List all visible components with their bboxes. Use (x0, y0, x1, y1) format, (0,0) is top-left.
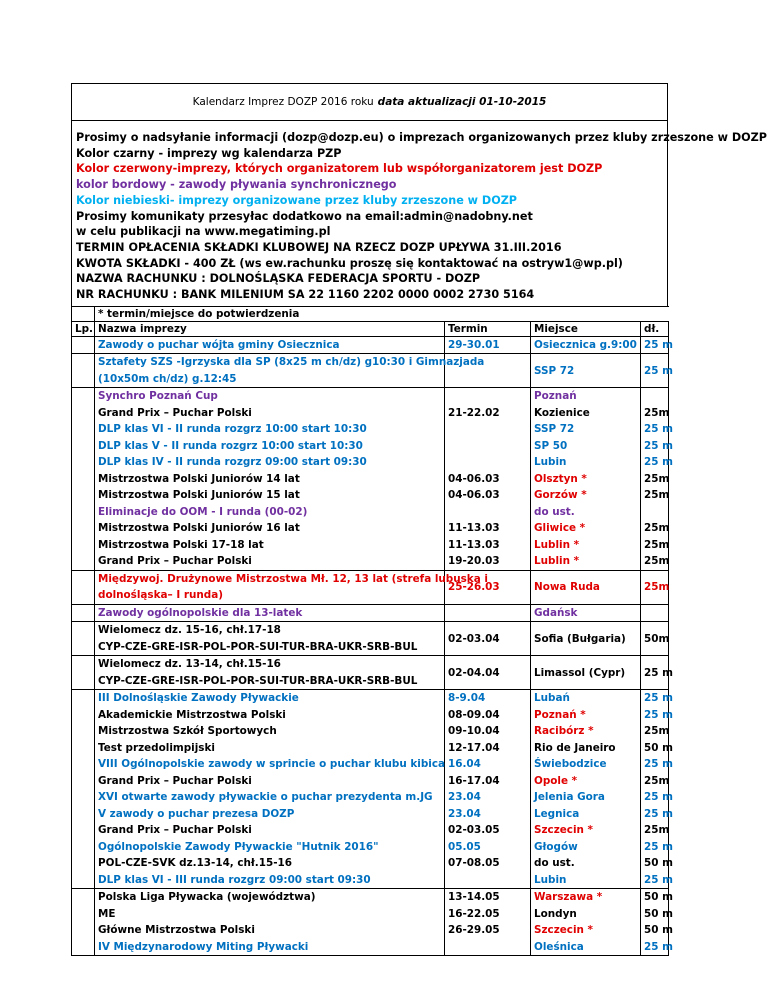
event-term: 12-17.04 (448, 741, 500, 754)
event-place: Limassol (Cypr) (534, 666, 626, 679)
length-cell (641, 889, 673, 956)
events-table (71, 306, 673, 957)
lp-cell (72, 889, 95, 956)
info-line: KWOTA SKŁADKI - 400 ZŁ (ws ew.rachunku proszę się kontaktować na ostryw1@wp.pl) (76, 256, 623, 270)
event-term: 23.04 (448, 791, 481, 804)
term-cell (445, 604, 531, 622)
event-name: Międzywoj. Drużynowe Mistrzostwa Mł. 12, 13 lat (strefa lubuska i (98, 572, 488, 585)
event-term: 02-04.04 (448, 666, 500, 679)
pool-length: 25 m (644, 807, 673, 820)
event-term (448, 438, 527, 455)
event-name: CYP-CZE-GRE-ISR-POL-POR-SUI-TUR-BRA-UKR-SRB-BUL (98, 640, 418, 653)
event-name: Mistrzostwa Polski 17-18 lat (98, 538, 264, 551)
event-term: 8-9.04 (448, 692, 486, 705)
event-name: Akademickie Mistrzostwa Polski (98, 708, 286, 721)
event-term: 04-06.03 (448, 489, 500, 502)
event-term: 11-13.03 (448, 538, 500, 551)
event-place: Osiecznica g.9:00 (534, 338, 637, 351)
info-line: TERMIN OPŁACENIA SKŁADKI KLUBOWEJ NA RZECZ DOZP UPŁYWA 31.III.2016 (76, 240, 562, 254)
info-line: Kolor czarny - imprezy wg kalendarza PZP (76, 146, 342, 160)
event-term (448, 504, 527, 521)
pool-length: 25m (644, 555, 670, 568)
event-term (448, 421, 527, 438)
length-cell (641, 690, 673, 889)
event-term: 08-09.04 (448, 708, 500, 721)
event-name: Główne Mistrzostwa Polski (98, 924, 255, 937)
length-cell (641, 570, 669, 604)
pool-length: 50m (644, 632, 670, 645)
pool-length: 50 m (644, 924, 673, 937)
pool-length: 25m (644, 725, 670, 738)
event-place: Lublin * (534, 555, 580, 568)
pool-length: 25 m (644, 423, 673, 436)
event-group-row (72, 388, 669, 571)
lp-header: Lp. (72, 321, 95, 336)
lp-cell (72, 690, 95, 889)
pool-length (644, 388, 665, 405)
event-place: Kozienice (534, 406, 590, 419)
length-cell (641, 622, 669, 656)
event-group-row (72, 889, 669, 956)
event-place: Legnica (534, 807, 580, 820)
sheet-title: Kalendarz Imprez DOZP 2016 roku (192, 96, 374, 108)
event-group-row (72, 604, 669, 622)
event-name-cell (95, 889, 445, 956)
lp-cell (72, 354, 95, 388)
event-term: 04-06.03 (448, 472, 500, 485)
info-line: Prosimy o nadsyłanie informacji (dozp@dozp.eu) o imprezach organizowanych przez kluby zrzeszone w DOZP (76, 131, 767, 144)
pool-length: 25m (644, 472, 670, 485)
term-cell (445, 656, 531, 690)
info-line: NR RACHUNKU : BANK MILENIUM SA 22 1160 2202 0000 0002 2730 5164 (76, 288, 535, 302)
event-name: Wielomecz dz. 15-16, chł.17-18 (98, 624, 281, 637)
event-name: Mistrzostwa Polski Juniorów 16 lat (98, 522, 300, 535)
event-place: Sofia (Bułgaria) (534, 632, 626, 645)
sheet-header (71, 83, 668, 121)
event-name: POL-CZE-SVK dz.13-14, chł.15-16 (98, 857, 292, 870)
lp-cell (72, 306, 95, 321)
event-term: 09-10.04 (448, 725, 500, 738)
event-name: Mistrzostwa Polski Juniorów 15 lat (98, 489, 300, 502)
event-name: CYP-CZE-GRE-ISR-POL-POR-SUI-TUR-BRA-UKR-SRB-BUL (98, 674, 418, 687)
pool-length: 25 m (644, 439, 673, 452)
event-term: 16-17.04 (448, 774, 500, 787)
event-term (448, 454, 527, 471)
term-cell (445, 336, 531, 354)
place-cell (531, 354, 641, 388)
term-cell (445, 622, 531, 656)
place-cell (531, 388, 641, 571)
event-name-cell (95, 690, 445, 889)
event-place: Gdańsk (534, 606, 578, 619)
event-place: Głogów (534, 840, 578, 853)
pool-length: 25m (644, 774, 670, 787)
info-line: w celu publikacji na www.megatiming.pl (76, 225, 331, 239)
event-name: Sztafety SZS -Igrzyska dla SP (8x25 m ch/dz) g10:30 i Gimnazjada (98, 356, 485, 369)
event-place: Gliwice * (534, 522, 586, 535)
lp-cell (72, 656, 95, 690)
event-name: DLP klas VI - II runda rozgrz 10:00 start 10:30 (98, 423, 367, 436)
info-line: kolor bordowy - zawody pływania synchronicznego (76, 178, 397, 192)
pool-length: 50 m (644, 741, 673, 754)
place-cell (531, 656, 641, 690)
event-name: ME (98, 907, 116, 920)
event-term: 13-14.05 (448, 891, 500, 904)
event-name: Zawody ogólnopolskie dla 13-latek (98, 606, 303, 619)
note-row (72, 306, 669, 321)
event-name: Zawody o puchar wójta gminy Osiecznica (98, 338, 340, 351)
event-name: Test przedolimpijski (98, 741, 215, 754)
event-place: SSP 72 (534, 423, 575, 436)
event-name: Grand Prix – Puchar Polski (98, 774, 252, 787)
event-term: 16.04 (448, 758, 481, 771)
event-name-cell (95, 622, 445, 656)
event-group-row (72, 622, 669, 656)
event-name: Synchro Poznań Cup (98, 390, 218, 403)
event-name: XVI otwarte zawody pływackie o puchar prezydenta m.JG (98, 791, 433, 804)
pool-length: 25 m (644, 666, 673, 679)
event-place: Jelenia Gora (534, 791, 605, 804)
pool-length: 25 m (644, 692, 673, 705)
event-name: DLP klas V - II runda rozgrz 10:00 start 10:30 (98, 439, 363, 452)
event-term: 19-20.03 (448, 555, 500, 568)
event-name: DLP klas VI - III runda rozgrz 09:00 start 09:30 (98, 873, 371, 886)
event-term: 07-08.05 (448, 857, 500, 870)
event-term (448, 939, 527, 956)
event-name-cell (95, 354, 485, 388)
pool-length: 25 m (644, 840, 673, 853)
event-term: 02-03.05 (448, 824, 500, 837)
event-term: 02-03.04 (448, 632, 500, 645)
event-term (448, 872, 527, 889)
lp-cell (72, 388, 95, 571)
note-cell: * termin/miejsce do potwierdzenia (95, 306, 669, 321)
pool-length: 50 m (644, 907, 673, 920)
length-cell (641, 604, 669, 622)
event-place: Lubin (534, 873, 567, 886)
place-cell (531, 690, 641, 889)
event-term: 25-26.03 (448, 581, 500, 594)
event-group-row (72, 354, 669, 388)
event-place: SP 50 (534, 439, 568, 452)
event-group-row (72, 336, 669, 354)
length-header: dł. (641, 321, 669, 336)
pool-length: 25 m (644, 940, 673, 953)
info-line: Kolor czerwony-imprezy, których organizatorem lub współorganizatorem jest DOZP (76, 162, 603, 176)
info-block (71, 121, 767, 306)
event-name: (10x50m ch/dz) g.12:45 (98, 372, 237, 385)
pool-length: 25m (644, 522, 670, 535)
event-place: Świebodzice (534, 758, 607, 771)
event-name: Eliminacje do OOM - I runda (00-02) (98, 505, 308, 518)
info-line: NAZWA RACHUNKU : DOLNOŚLĄSKA FEDERACJA SPORTU - DOZP (76, 272, 481, 286)
place-cell (531, 889, 641, 956)
event-place: SSP 72 (534, 364, 575, 377)
pool-length: 25m (644, 538, 670, 551)
event-name: IV Międzynarodowy Miting Pływacki (98, 940, 309, 953)
event-place: Szczecin * (534, 824, 593, 837)
event-place: Olsztyn * (534, 472, 587, 485)
place-cell (531, 604, 641, 622)
event-place: Racibórz * (534, 725, 594, 738)
pool-length: 25 m (644, 873, 673, 886)
lp-cell (72, 604, 95, 622)
event-place: Lublin * (534, 538, 580, 551)
event-term: 21-22.02 (448, 406, 500, 419)
event-name: III Dolnośląskie Zawody Pływackie (98, 692, 299, 705)
pool-length: 25 m (644, 364, 673, 377)
event-term: 29-30.01 (448, 338, 500, 351)
length-cell (641, 656, 673, 690)
event-term (448, 388, 527, 405)
event-name-cell (95, 388, 445, 571)
event-name: VIII Ogólnopolskie zawody w sprincie o puchar klubu kibica (98, 758, 446, 771)
event-place: Lubin (534, 456, 567, 469)
event-term: 23.04 (448, 807, 481, 820)
event-place: do ust. (534, 505, 575, 518)
event-place: Gorzów * (534, 489, 587, 502)
event-name: Polska Liga Pływacka (województwa) (98, 891, 316, 904)
event-group-row (72, 690, 669, 889)
event-group-row (72, 656, 669, 690)
event-name: V zawody o puchar prezesa DOZP (98, 807, 295, 820)
calendar-sheet (71, 83, 767, 956)
info-line: Prosimy komunikaty przesyłac dodatkowo na email:admin@nadobny.net (76, 209, 533, 223)
pool-length: 25m (644, 489, 670, 502)
length-cell (641, 336, 673, 354)
pool-length: 25 m (644, 791, 673, 804)
place-cell (531, 570, 641, 604)
lp-cell (72, 336, 95, 354)
event-name: DLP klas IV - II runda rozgrz 09:00 start 09:30 (98, 456, 367, 469)
event-name: dolnośląska– I runda) (98, 589, 223, 602)
event-place: Lubań (534, 692, 570, 705)
event-name-cell (95, 604, 445, 622)
event-name: Grand Prix – Puchar Polski (98, 555, 252, 568)
pool-length: 25m (644, 824, 670, 837)
place-cell (531, 622, 641, 656)
event-place: Nowa Ruda (534, 581, 600, 594)
pool-length: 25m (644, 581, 670, 594)
event-place: Szczecin * (534, 924, 593, 937)
event-term: 11-13.03 (448, 522, 500, 535)
place-header: Miejsce (531, 321, 641, 336)
pool-length: 25m (644, 406, 670, 419)
event-name-cell (95, 656, 445, 690)
event-name: Grand Prix – Puchar Polski (98, 824, 252, 837)
term-header: Termin (445, 321, 531, 336)
event-name: Mistrzostwa Polski Juniorów 14 lat (98, 472, 300, 485)
event-place: do ust. (534, 857, 575, 870)
pool-length: 25 m (644, 456, 673, 469)
pool-length: 25 m (644, 338, 673, 351)
event-term: 16-22.05 (448, 907, 500, 920)
info-line: Kolor niebieski- imprezy organizowane przez kluby zrzeszone w DOZP (76, 193, 518, 207)
event-group-row (72, 570, 669, 604)
event-place: Oleśnica (534, 940, 584, 953)
event-place: Poznań (534, 390, 577, 403)
event-name: Mistrzostwa Szkół Sportowych (98, 725, 277, 738)
lp-cell (72, 570, 95, 604)
event-name: Ogólnopolskie Zawody Pływackie "Hutnik 2016" (98, 840, 379, 853)
event-place: Rio de Janeiro (534, 741, 616, 754)
pool-length: 25 m (644, 708, 673, 721)
event-place: Warszawa * (534, 891, 603, 904)
term-cell (445, 889, 531, 956)
term-cell (445, 690, 531, 889)
term-cell (445, 388, 531, 571)
length-cell (641, 354, 673, 388)
pool-length: 50 m (644, 857, 673, 870)
place-cell (531, 336, 641, 354)
header-row (72, 321, 669, 336)
event-place: Poznań * (534, 708, 586, 721)
event-name: Grand Prix – Puchar Polski (98, 406, 252, 419)
pool-length (644, 504, 665, 521)
event-term: 26-29.05 (448, 924, 500, 937)
event-place: Londyn (534, 907, 577, 920)
pool-length: 25 m (644, 758, 673, 771)
event-name: Wielomecz dz. 13-14, chł.15-16 (98, 658, 281, 671)
event-place: Opole * (534, 774, 578, 787)
lp-cell (72, 622, 95, 656)
name-header: Nazwa imprezy (95, 321, 445, 336)
update-date: data aktualizacji 01-10-2015 (377, 96, 547, 108)
event-term: 05.05 (448, 840, 481, 853)
event-name-cell (95, 336, 445, 354)
length-cell (641, 388, 673, 571)
pool-length: 50 m (644, 891, 673, 904)
